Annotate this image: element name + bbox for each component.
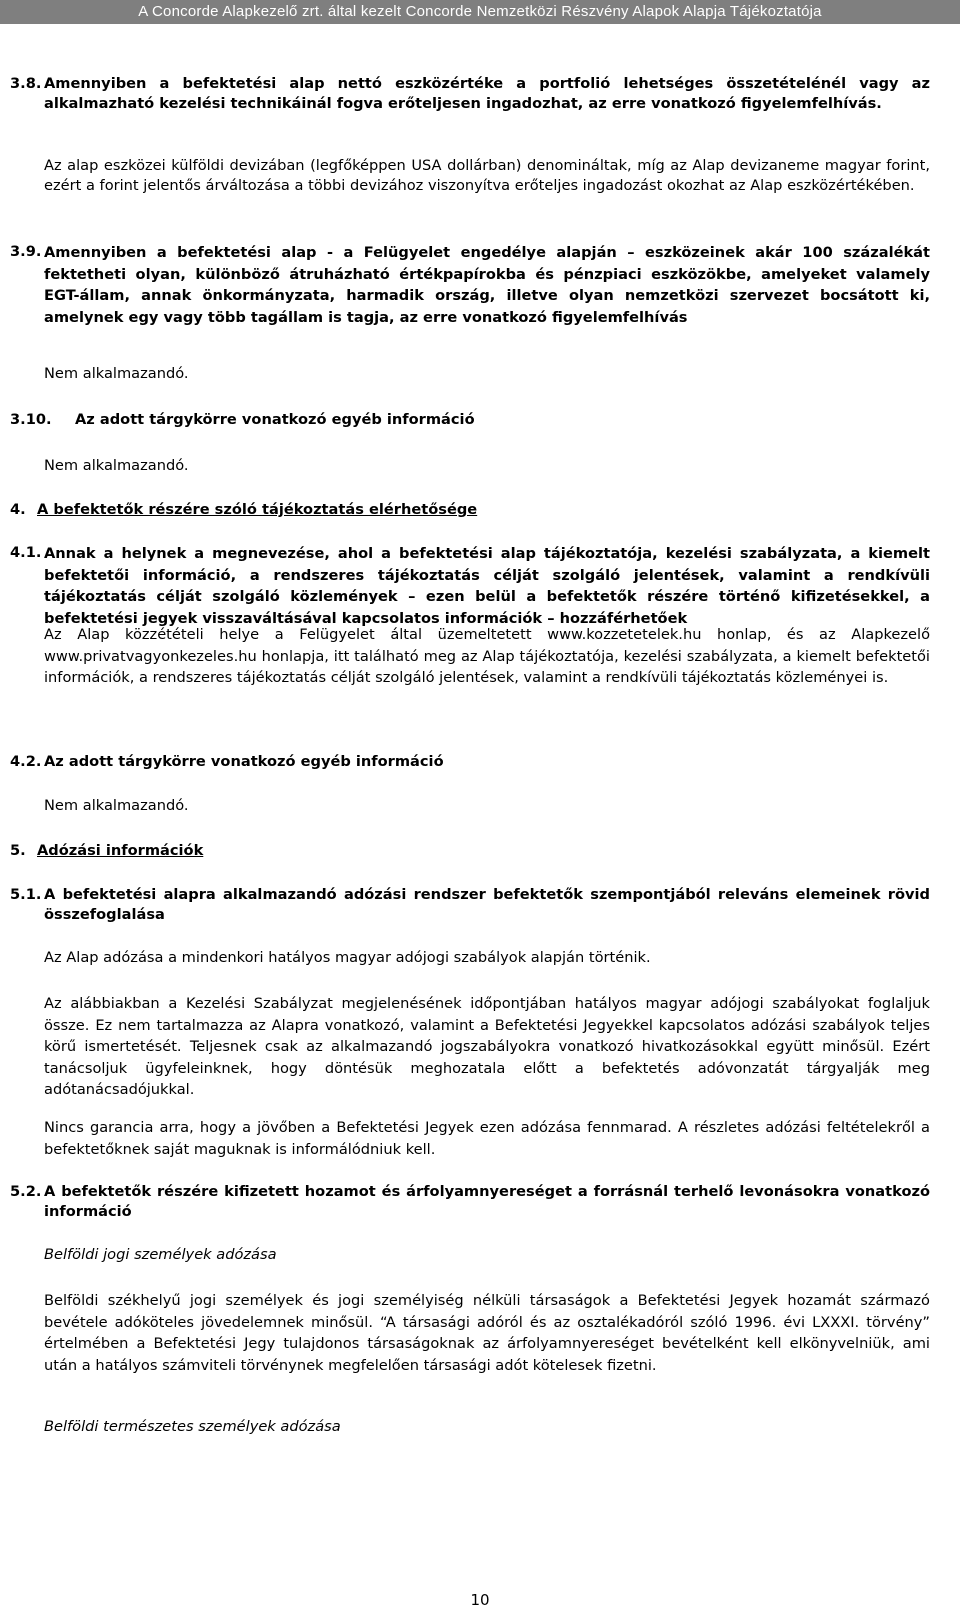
section-5-2-paragraph-1: Belföldi székhelyű jogi személyek és jogi személyiség nélküli társaságok a Befektetési Jegyek hozamát származó bevétele adóköteles jövedelemnek minősül. “A társasági adóról és az osztalékadóról szóló 1996. évi LXXXI. törvény” értelmében a Befektetési Jegy tulajdonos társaságoknak az árfolyamnyereséget bevételként kell elkönyvelniük, ami után a hatályos számviteli törvénynek megfelelően társasági adót kötelesek fizetni. [44,1292,930,1374]
section-title-3-9: Amennyiben a befektetési alap - a Felügyelet engedélye alapján – eszközeinek akár 100 százalékát fektetheti olyan, különböző átruházható értékpapírokba és pénzpiaci eszközökbe, amelyeket valamely EGT-állam, annak önkormányzata, harmadik ország, illetve olyan nemzetközi szervezet bocsátott ki, amelynek egy vagy több tagállam is tagja, az erre vonatkozó figyelemfelhívás [44,244,930,326]
section-number-5: 5. [10,842,26,859]
section-number-4-1: 4.1. [10,544,42,561]
section-5-1-paragraph-2: Az alábbiakban a Kezelési Szabályzat megjelenésének időpontjában hatályos magyar adójogi szabályokat foglaljuk össze. Ez nem tartalmazza az Alapra vonatkozó, valamint a Befektetési Jegyekkel kapcsolatos adózási szabályok teljes körű ismertetését. Teljesnek csak az alkalmazandó jogszabályokra vonatkozó hivatkozásokkal együtt minősül. Ezért tanácsoljuk ügyfeleinknek, hogy döntésük meghozatala előtt a befektetés adóvonzatát tárgyalják meg adótanácsadójukkal. [44,995,930,1098]
page-number: 10 [470,1591,490,1609]
document-header: A Concorde Alapkezelő zrt. által kezelt Concorde Nemzetközi Részvény Alapok Alapja Tájékoztatója [0,0,960,24]
subheading-legal-entities: Belföldi jogi személyek adózása [44,1246,277,1263]
section-number-3-10: 3.10. [10,411,52,428]
section-title-3-10: Az adott tárgykörre vonatkozó egyéb információ [75,411,475,428]
section-title-4-2: Az adott tárgykörre vonatkozó egyéb információ [44,753,444,770]
section-text-4-1: Az Alap közzétételi helye a Felügyelet által üzemeltetett www.kozzetetelek.hu honlap, és az Alapkezelő www.privatvagyonkezeles.hu honlapja, itt található meg az Alap tájékoztatója, kezelési szabályzata, a kiemelt befektetői információk, a rendszeres tájékoztatás célját szolgáló jelentések, valamint a rendkívüli tájékoztatás közleményei is. [44,626,930,686]
section-text-3-8: Az alap eszközei külföldi devizában (legfőképpen USA dollárban) denomináltak, míg az Alap devizaneme magyar forint, ezért a forint jelentős árváltozása a többi devizához viszonyítva erőteljes ingadozást okozhat az Alap eszközértékében. [44,157,930,194]
section-number-4-2: 4.2. [10,753,42,770]
section-number-3-8: 3.8. [10,75,42,92]
section-title-5: Adózási információk [37,842,204,859]
subheading-natural-persons: Belföldi természetes személyek adózása [44,1418,341,1435]
section-number-4: 4. [10,501,26,518]
section-title-5-1: A befektetési alapra alkalmazandó adózási rendszer befektetők szempontjából releváns elemeinek rövid összefoglalása [44,886,930,923]
section-text-4-2: Nem alkalmazandó. [44,797,189,814]
section-title-4: A befektetők részére szóló tájékoztatás elérhetősége [37,501,478,518]
section-text-3-10: Nem alkalmazandó. [44,457,189,474]
section-text-3-9: Nem alkalmazandó. [44,365,189,382]
section-number-5-2: 5.2. [10,1183,42,1200]
section-5-1-paragraph-1: Az Alap adózása a mindenkori hatályos magyar adójogi szabályok alapján történik. [44,949,651,966]
section-title-3-8: Amennyiben a befektetési alap nettó eszközértéke a portfolió lehetséges összetételénél vagy az alkalmazható kezelési technikáinál fogva erőteljesen ingadozhat, az erre vonatkozó figyelemfelhívás. [44,75,930,112]
section-number-5-1: 5.1. [10,886,42,903]
section-number-3-9: 3.9. [10,243,42,260]
section-5-1-paragraph-3: Nincs garancia arra, hogy a jövőben a Befektetési Jegyek ezen adózása fennmarad. A részletes adózási feltételekről a befektetőknek saját maguknak is informálódniuk kell. [44,1119,930,1158]
section-title-5-2: A befektetők részére kifizetett hozamot és árfolyamnyereséget a forrásnál terhelő levonásokra vonatkozó információ [44,1183,930,1220]
section-title-4-1: Annak a helynek a megnevezése, ahol a befektetési alap tájékoztatója, kezelési szabályzata, a kiemelt befektetői információ, a rendszeres tájékoztatás célját szolgáló jelentések, valamint a rendkívüli tájékoztatás célját szolgáló közlemények – ezen belül a befektetők részére történő kifizetésekkel, a befektetési jegyek visszaváltásával kapcsolatos információk – hozzáférhetőek [44,545,930,627]
